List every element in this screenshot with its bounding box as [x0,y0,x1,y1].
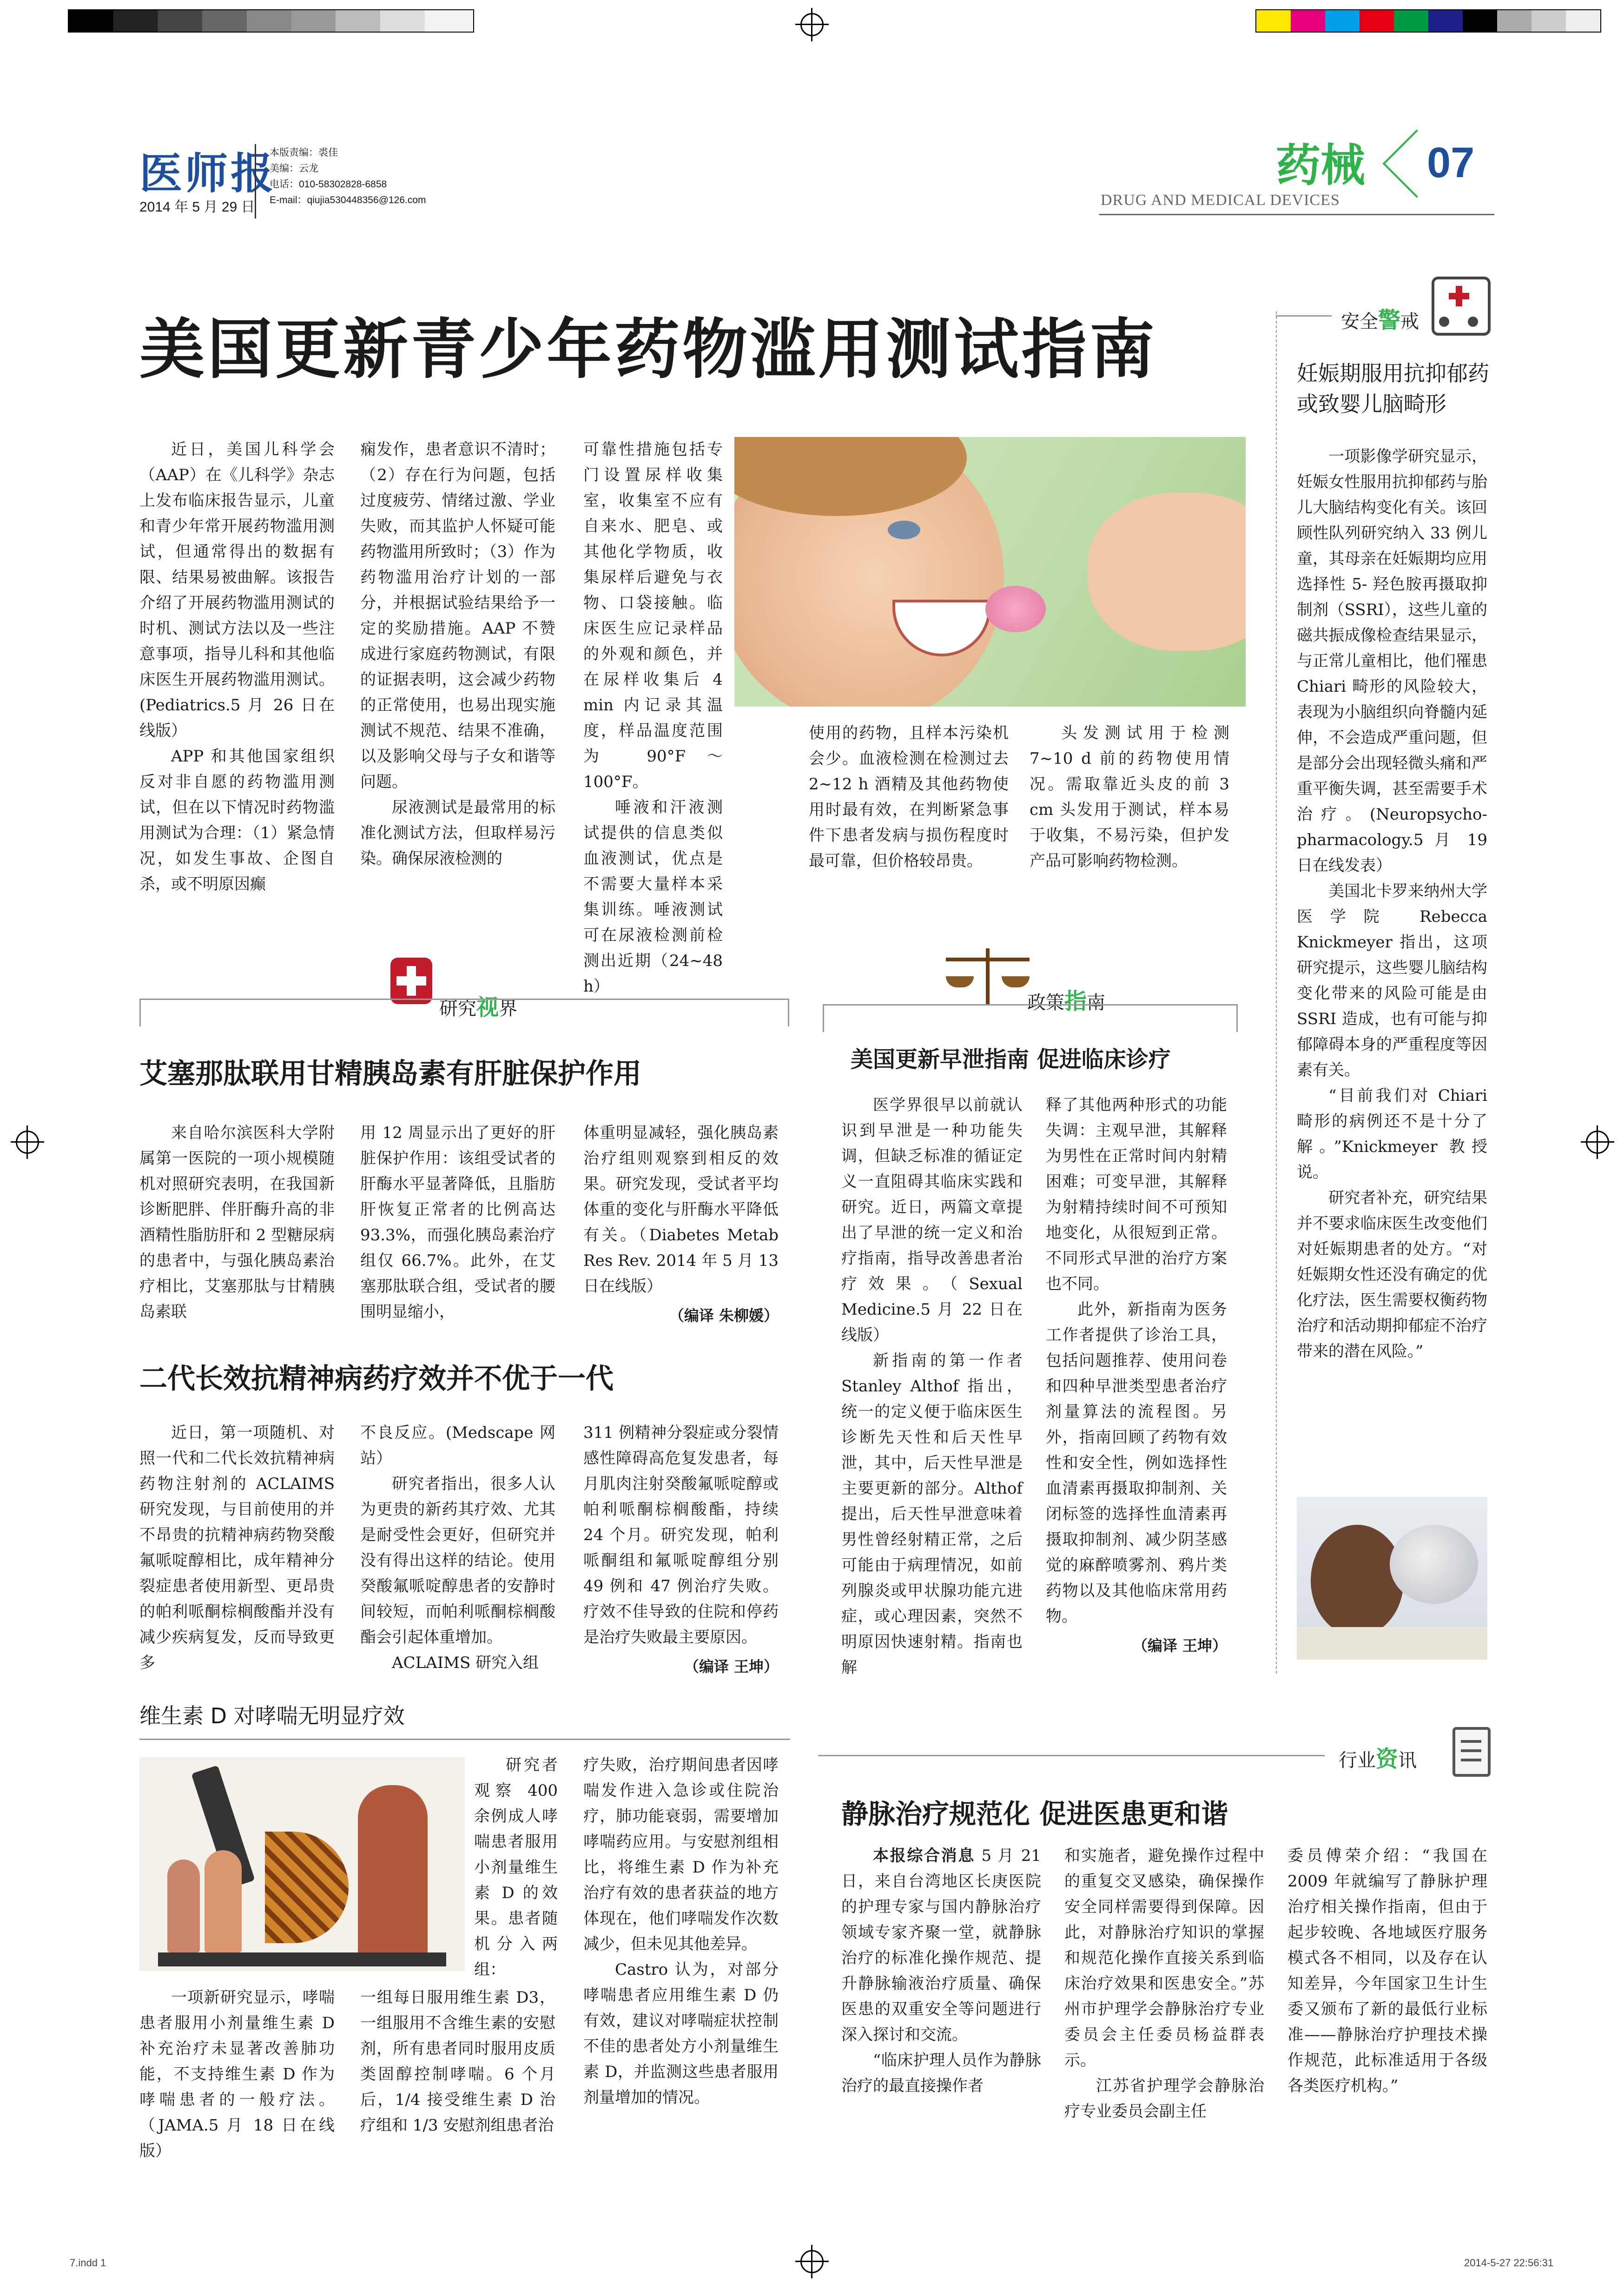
paragraph: 311 例精神分裂症或分裂情感性障碍高危复发患者，每月肌肉注射癸酸氟哌啶醇或帕利哌酮棕榈酸酯，持续 24 个月。研究发现，帕利哌酮组和氟哌啶醇组分别 49 例和 47 例治疗失败。疗效不佳导致的住院和停药是治疗失败最主要原因。 [583,1423,779,1647]
credit-line: 美编：云龙 [270,163,318,174]
paragraph: 一组每日服用维生素 D3，一组服用不含维生素的安慰剂，所有患者同时服用皮质类固醇控制哮喘。6 个月后，1/4 接受维生素 D 治疗组和 1/3 安慰剂组患者治 [360,1988,555,2135]
safety-section-header [1341,302,1419,334]
clipboard-line [1461,1749,1481,1752]
paragraph: 不良反应。(Medscape 网站） [360,1423,555,1468]
industry-column-1 [841,1843,1041,2099]
paragraph: 头发测试用于检测 7~10 d 前的药物使用情况。需取靠近头皮的前 3 cm 头发用于测试，样本易于收集，不易污染，但护发产品可影响药物检测。 [1030,724,1229,870]
exenatide-column-2 [360,1120,555,1325]
paragraph: APP 和其他国家组织反对非自愿的药物滥用测试，但在以下情况时药物滥用测试为合理：（1）紧急情况，如发生事故、企图自杀，或不明原因癫 [139,747,335,893]
clipboard-icon [1452,1727,1491,1777]
header-text: 戒 [1400,311,1419,332]
research-header-rule [139,999,788,1000]
paragraph: “目前我们对 Chiari 畸形的病例还不是十分了解。”Knickmeyer 教授说。 [1297,1086,1487,1182]
antipsychotic-column-2 [360,1420,555,1676]
brain-model [1390,1525,1478,1604]
clipboard-line [1461,1759,1481,1761]
research-rule-right [788,999,789,1026]
paragraph: 委员傅荣介绍：“我国在 2009 年就编写了静脉护理治疗相关操作指南，但由于起步较晚、各地域医疗服务模式各不相同，以及存在认知差异，今年国家卫生计生委又颁布了新的最低行业标准——静脉治疗护理技术操作规范，此标准适用于各级各类医疗机构。” [1287,1846,1487,2095]
header-accent: 资 [1376,1746,1399,1772]
translator-credit: （编译 朱柳媛） [669,1307,779,1324]
header-text: 讯 [1398,1750,1417,1771]
paragraph: “临床护理人员作为静脉治疗的最直接操作者 [841,2051,1041,2095]
antipsychotic-column-1 [139,1420,335,1676]
headline: 美国更新青少年药物滥用测试指南 [139,311,1158,388]
boy-with-brain-model-photo [1297,1497,1487,1660]
vitamin-d-column-1 [139,1985,335,2164]
article-title-antidepressant: 妊娠期服用抗抑郁药或致婴儿脑畸形 [1297,361,1489,417]
cross-bar [396,976,426,986]
header-text: 行业 [1339,1750,1376,1771]
clipboard-line [1461,1740,1481,1743]
paragraph: 一项新研究显示，哮喘患者服用小剂量维生素 D 补充治疗未显著改善肺功能，不支持维生素 D 作为哮喘患者的一般疗法。（JAMA.5 月 18 日在线版） [139,1988,335,2160]
boy-face [1311,1525,1404,1636]
lead-column-5 [1030,721,1229,874]
paragraph: 来自哈尔滨医科大学附属第一医院的一项小规模随机对照研究表明，在我国新诊断肥胖、伴肝酶升高的非酒精性脂肪肝和 2 型糖尿病的患者中，与强化胰岛素治疗相比，艾塞那肽与甘精胰岛素联 [139,1124,335,1321]
paragraph: 唾液和汗液测试提供的信息类似血液测试，优点是不需要大量样本采集训练。唾液测试可在尿液检测前检测出近期（24~48 h） [583,798,723,996]
paragraph: ACLAIMS 研究入组 [392,1654,539,1672]
header-accent: 指 [1064,988,1087,1014]
paragraph: 医学界很早以前就认识到早泄是一种功能失调，但缺乏标准的循证定义一直阻碍其临床实践和研究。近日，两篇文章提出了早泄的统一定义和治疗指南，指导改善患者治疗效果。（Sexual Medicine.5 月 22 日在线版） [841,1096,1023,1344]
credit-line: E-mail：qiujia530448356@126.com [270,195,426,205]
header-accent: 视 [476,994,499,1020]
sidebar-left-rule [1276,311,1277,1674]
color-calibration-bar [1256,10,1600,32]
translator-credit: （编译 王坤） [684,1658,779,1675]
paragraph: 尿液测试是最常用的标准化测试方法，但取样易污染。确保尿液检测的 [360,798,555,868]
industry-column-2 [1064,1843,1264,2124]
scale-pan [1002,976,1030,987]
letter-d-graphic [265,1832,349,1943]
paragraph: Castro 认为，对部分哮喘患者应用维生素 D 仍有效，建议对哮喘症状控制不佳的患者处方小剂量维生素 D，并监测这些患者服用剂量增加的情况。 [583,1960,779,2107]
paragraph: 此外，新指南为医务工作者提供了诊治工具，包括问题推荐、使用问卷和四种早泄类型患者治疗剂量算法的流程图。另外，指南回顾了药物有效性和安全性，例如选择性血清素再摄取抑制剂、关闭标签的选择性血清素再摄取抑制剂、减少阴茎感觉的麻醉喷雾剂、鸦片类药物以及其他临床常用药物。 [1046,1300,1227,1626]
section-subtitle: DRUG AND MEDICAL DEVICES [1101,192,1340,209]
article-title-iv-therapy: 静脉治疗规范化 促进医患更和谐 [841,1798,1228,1830]
registration-mark-bottom [800,2250,824,2273]
vitamin-d-column-3 [583,1753,779,2111]
lead-column-1 [139,437,335,897]
paragraph: 一项影像学研究显示，妊娠女性服用抗抑郁药与胎儿大脑结构变化有关。该回顾性队列研究纳入 33 例儿童，其母亲在妊娠期均应用选择性 5- 羟色胺再摄取抑制剂（SSRI），这些儿童的磁共振成像检查结果显示，与正常儿童相比，他们罹患 Chiari 畸形的风险较大，表现为小脑组织向脊髓内延伸，不会造成严重问题，但是部分会出现轻微头痛和严重平衡失调，甚至需要手术治疗。(Neuropsycho-pharmacology.5 月 19 日在线发表） [1297,447,1487,875]
paragraph: 疗失败，治疗期间患者因哮喘发作进入急诊或住院治疗，肺功能衰弱，需要增加哮喘药应用。与安慰剂组相比，将维生素 D 作为补充治疗有效的患者获益的地方体现在，他们哮喘发作次数减少，但未见其他差异。 [583,1756,779,1953]
article-title-exenatide: 艾塞那肽联用甘精胰岛素有肝脏保护作用 [139,1058,641,1090]
policy-section-header [1027,983,1105,1015]
paragraph: 痫发作，患者意识不清时；（2）存在行为问题，包括过度疲劳、情绪过激、学业失败，而其监护人怀疑可能药物滥用所致时；（3）作为药物滥用治疗计划的一部分，并根据试验结果给予一定的奖励措施。AAP 不赞成进行家庭药物测试，有限的证据表明，这会减少药物的正常使用，也易出现实施测试不规范、结果不准确，以及影响父母与子女和谐等问题。 [360,440,555,791]
file-slug: 7.indd 1 [70,2257,106,2269]
wheel [1468,317,1478,327]
paragraph: 释了其他两种形式的功能失调：主观早泄，其解释为男性在正常时间内射精困难；可变早泄，其解释为射精持续时间不可预知地变化，从很短到正常。不同形式早泄的治疗方案也不同。 [1046,1096,1227,1293]
paragraph: 新指南的第一作者 Stanley Althof 指出，统一的定义便于临床医生诊断先天性和后天性早泄，其中，后天性早泄是主要更新的部分。Althof 提出，后天性早泄意味着男性曾经射精正常，之后可能由于病理情况，如前列腺炎或甲状腺功能亢进症，或心理因素，突然不明原因快速射精。指南也解 [841,1351,1023,1677]
header-text: 安全 [1341,311,1378,332]
dateline: 本报综合消息 [873,1846,976,1865]
article-title-antipsychotic: 二代长效抗精神病药疗效并不优于一代 [139,1363,614,1395]
research-section-header [439,989,517,1021]
header-text: 界 [499,998,518,1019]
paragraph: 用 12 周显示出了更好的肝脏保护作用：该组受试者的肝酶水平显著降低，且脂肪肝恢复正常者的比例高达 93.3%，而强化胰岛素治疗组仅 66.7%。此外，在艾塞那肽联合组，受试者的腰围明显缩小， [360,1124,555,1321]
masthead-rule [1099,214,1494,215]
paragraph: 研究者指出，很多人认为更贵的新药其疗效、尤其是耐受性会更好，但研究并没有得出这样的结论。使用癸酸氟哌啶醇患者的安静时间较短，而帕利哌酮棕榈酸酯会引起体重增加。 [360,1475,555,1647]
pink-pill [985,586,1046,632]
paragraph: 研究者补充，研究结果并不要求临床医生改变他们对妊娠期患者的处方。“对妊娠期女性还没有确定的优化疗法，医生需要权衡药物治疗和活动期抑郁症不治疗带来的潜在风险。” [1297,1189,1487,1361]
policy-header-rule [823,1004,1236,1006]
policy-column-2 [1046,1092,1227,1659]
paragraph: 和实施者，避免操作过程中的重复交叉感染，确保操作安全同样需要得到保障。因此，对静脉治疗知识的掌握和规范化操作直接关系到临床治疗效果和医患安全。”苏州市护理学会静脉治疗专业委员会主任委员杨益群表示。 [1064,1846,1264,2070]
paragraph-text: 5 月 21 日，来自台湾地区长庚医院的护理专家与国内静脉治疗领域专家齐聚一堂，就静脉治疗的标准化操作规范、提升静脉输液治疗质量、确保医患的双重安全等问题进行深入探讨和交流。 [841,1846,1042,2044]
paragraph: 体重明显减轻，强化胰岛素治疗组则观察到相反的效果。研究发现，受试者平均体重的变化与肝酶水平降低有关。（Diabetes Metab Res Rev. 2014 年 5 月 13 日在线版） [583,1124,779,1296]
wheel [1439,317,1449,327]
research-rule-left [139,999,141,1026]
policy-column-1 [841,1092,1023,1681]
scale-beam [946,958,1030,961]
editor-credits [270,145,426,208]
registration-mark-right [1586,1131,1609,1154]
gray-density-bar [69,10,473,32]
article-title-premature-ejaculation: 美国更新早泄指南 促进临床诊疗 [851,1046,1171,1072]
industry-header-rule [818,1755,1325,1756]
shirt [1297,1627,1487,1660]
paragraph: 可靠性措施包括专门设置尿样收集室，收集室不应有自来水、肥皂、或其他化学物质，收集尿样后避免与衣物、口袋接触。临床医生应记录样品的外观和颜色，并在尿样收集后 4 min 内记录其温度，样品温度范围为 90°F～100°F。 [583,440,723,791]
industry-section-header [1339,1741,1417,1773]
person-figure [358,1785,428,1962]
lead-column-2 [360,437,555,872]
exenatide-column-3 [583,1120,779,1329]
first-aid-icon [390,958,432,1004]
credit-line: 本版责编：裘佳 [270,147,338,158]
exenatide-column-1 [139,1120,335,1325]
policy-rule-right [1236,1004,1238,1032]
scales-of-justice-icon [946,948,1030,1009]
base-platform [158,1952,446,1966]
header-text: 研究 [439,998,476,1019]
policy-rule-left [823,1004,824,1032]
scale-post [986,948,990,1004]
safety-column [1297,444,1487,1364]
vitamin-d-rule [139,1739,790,1740]
page-number: 07 [1427,139,1475,186]
vitamin-d-illustration [139,1757,465,1971]
paragraph: 近日，美国儿科学会（AAP）在《儿科学》杂志上发布临床报告显示，儿童和青少年常开展药物滥用测试，但通常得出的数据有限、结果易被曲解。该报告介绍了开展药物滥用测试的时机、测试方法以及一些注意事项，指导儿科和其他临床医生开展药物滥用测试。(Pediatrics.5 月 26 日在线版） [139,440,335,740]
paragraph: 研究者观察 400 余例成人哮喘患者服用小剂量维生素 D 的效果。患者随机分入两组： [474,1756,558,1979]
safety-header-rule [1276,315,1332,317]
credit-line: 电话：010-58302828-6858 [270,179,387,190]
print-timestamp: 2014-5-27 22:56:31 [1464,2257,1554,2269]
paragraph: 美国北卡罗来纳州大学医学院 Rebecca Knickmeyer 指出，这项研究提示，这些婴儿脑结构变化带来的风险可能是由 SSRI 造成，也有可能与抑郁障碍本身的严重程度等因素有关。 [1297,882,1487,1079]
newspaper-logo: 医师报 [139,148,277,199]
header-accent: 警 [1378,307,1401,333]
translator-credit: （编译 王坤） [1132,1637,1227,1654]
child-eye [888,521,920,539]
registration-mark-top [800,13,824,36]
lead-column-4 [809,721,1009,874]
industry-column-3 [1287,1843,1487,2099]
registration-mark-left [16,1131,39,1154]
ambulance-icon [1432,277,1491,336]
lead-column-3 [583,437,723,999]
article-title-vitamin-d: 维生素 D 对哮喘无明显疗效 [139,1703,405,1728]
header-text: 南 [1087,992,1106,1013]
scale-pan [946,976,974,987]
header-text: 政策 [1027,992,1064,1013]
masthead-divider [255,144,256,218]
vitamin-d-column-1-top [474,1753,558,1983]
child-with-pill-photo [734,437,1246,707]
hand [1088,493,1246,651]
issue-date: 2014 年 5 月 29 日 [139,199,255,215]
person-figure [205,1850,242,1952]
vitamin-d-column-2 [360,1985,555,2138]
section-title: 药械 [1276,139,1365,192]
paragraph [841,1843,1041,2048]
paragraph: 使用的药物，且样本污染机会少。血液检测在检测过去 2~12 h 酒精及其他药物使用时最有效，在判断紧急事件下患者发病与损伤程度时最可靠，但价格较昂贵。 [809,724,1009,870]
cross-bar [1449,293,1469,299]
antipsychotic-column-3 [583,1420,779,1680]
paragraph: 江苏省护理学会静脉治疗专业委员会副主任 [1064,2077,1264,2121]
person-figure [167,1859,200,1952]
paragraph: 近日，第一项随机、对照一代和二代长效抗精神病药物注射剂的 ACLAIMS 研究发现，与目前使用的并不昂贵的抗精神病药物癸酸氟哌啶醇相比，成年精神分裂症患者使用新型、更昂贵的帕利哌酮棕榈酸酯并没有减少疾病复发，反而导致更多 [139,1423,335,1672]
